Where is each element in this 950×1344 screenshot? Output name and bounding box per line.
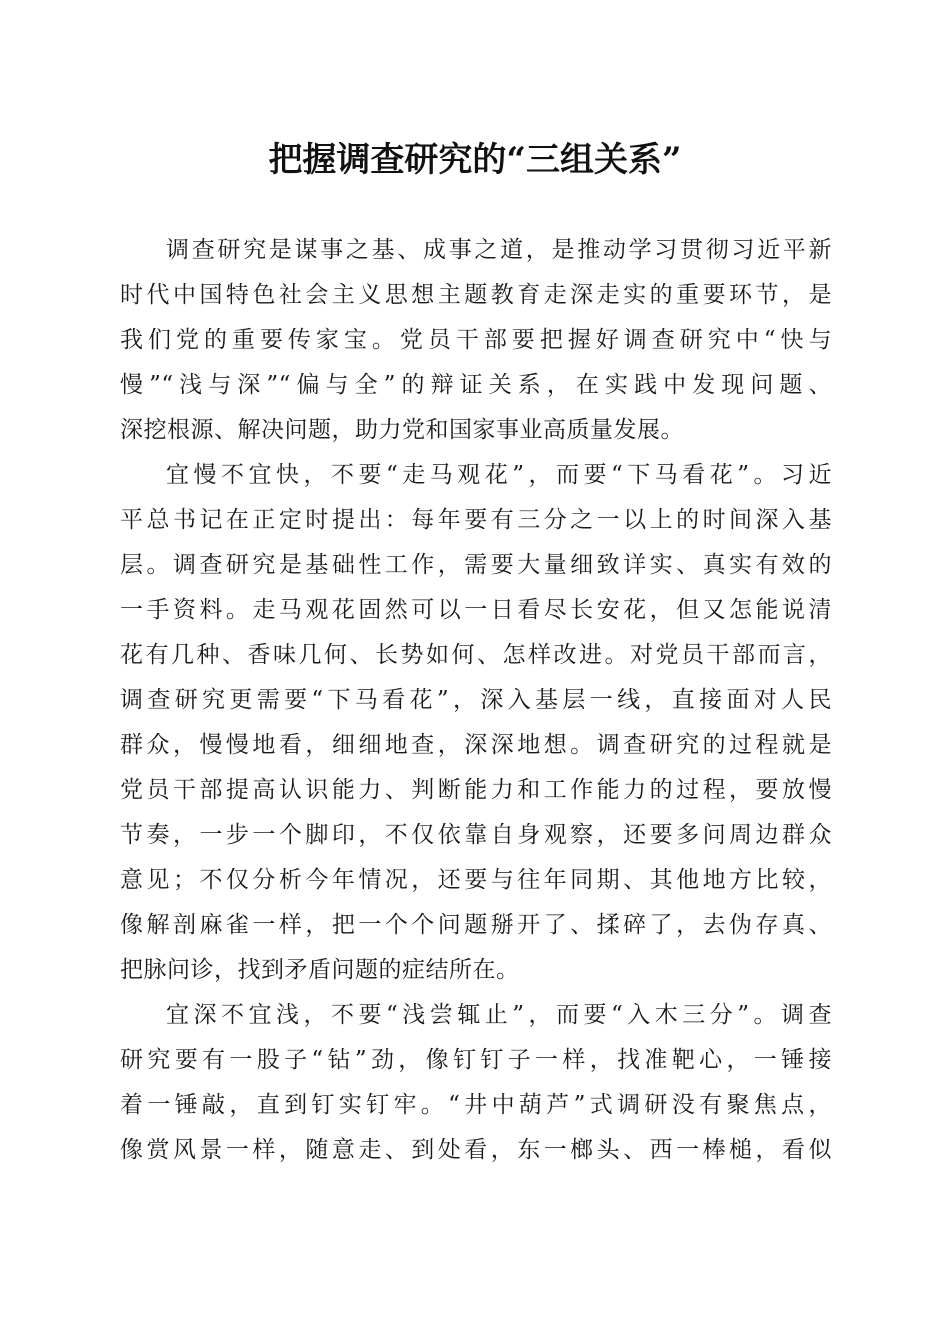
paragraph-3-line-2: 研究要有一股子“钻”劲，像钉钉子一样，找准靶心，一锤接 <box>120 1047 832 1073</box>
paragraph-2-line-3: 层。调查研究是基础性工作，需要大量细致详实、真实有效的 <box>120 552 832 578</box>
paragraph-2-line-7: 群众，慢慢地看，细细地查，深深地想。调查研究的过程就是 <box>120 732 832 758</box>
paragraph-2-line-9: 节奏，一步一个脚印，不仅依靠自身观察，还要多问周边群众 <box>120 822 832 848</box>
paragraph-1-line-5: 深挖根源、解决问题，助力党和国家事业高质量发展。 <box>120 417 684 443</box>
paragraph-2-line-5: 花有几种、香味几何、长势如何、怎样改进。对党员干部而言， <box>120 642 832 668</box>
paragraph-2-line-8: 党员干部提高认识能力、判断能力和工作能力的过程，要放慢 <box>120 777 832 803</box>
paragraph-2-line-12: 把脉问诊，找到矛盾问题的症结所在。 <box>120 957 520 983</box>
paragraph-2-line-2: 平总书记在正定时提出：每年要有三分之一以上的时间深入基 <box>120 507 832 533</box>
document-title: 把握调查研究的“三组关系” <box>268 140 682 180</box>
paragraph-3-line-1: 宜深不宜浅，不要“浅尝辄止”，而要“入木三分”。调查 <box>166 1002 832 1028</box>
paragraph-3-line-4: 像赏风景一样，随意走、到处看，东一榔头、西一棒槌，看似 <box>120 1137 832 1163</box>
paragraph-2-line-4: 一手资料。走马观花固然可以一日看尽长安花，但又怎能说清 <box>120 597 832 623</box>
paragraph-1-line-1: 调查研究是谋事之基、成事之道，是推动学习贯彻习近平新 <box>166 237 832 263</box>
paragraph-1-line-2: 时代中国特色社会主义思想主题教育走深走实的重要环节，是 <box>120 282 832 308</box>
paragraph-1-line-4: 慢”“浅与深”“偏与全”的辩证关系，在实践中发现问题、 <box>120 372 832 398</box>
paragraph-3-line-3: 着一锤敲，直到钉实钉牢。“井中葫芦”式调研没有聚焦点， <box>120 1092 832 1118</box>
paragraph-2-line-6: 调查研究更需要“下马看花”，深入基层一线，直接面对人民 <box>120 687 832 713</box>
paragraph-1-line-3: 我们党的重要传家宝。党员干部要把握好调查研究中“快与 <box>120 327 832 353</box>
paragraph-2-line-11: 像解剖麻雀一样，把一个个问题掰开了、揉碎了，去伪存真、 <box>120 912 832 938</box>
document-body <box>120 228 832 1173</box>
paragraph-2-line-1: 宜慢不宜快，不要“走马观花”，而要“下马看花”。习近 <box>166 462 832 488</box>
paragraph-2-line-10: 意见；不仅分析今年情况，还要与往年同期、其他地方比较， <box>120 867 832 893</box>
